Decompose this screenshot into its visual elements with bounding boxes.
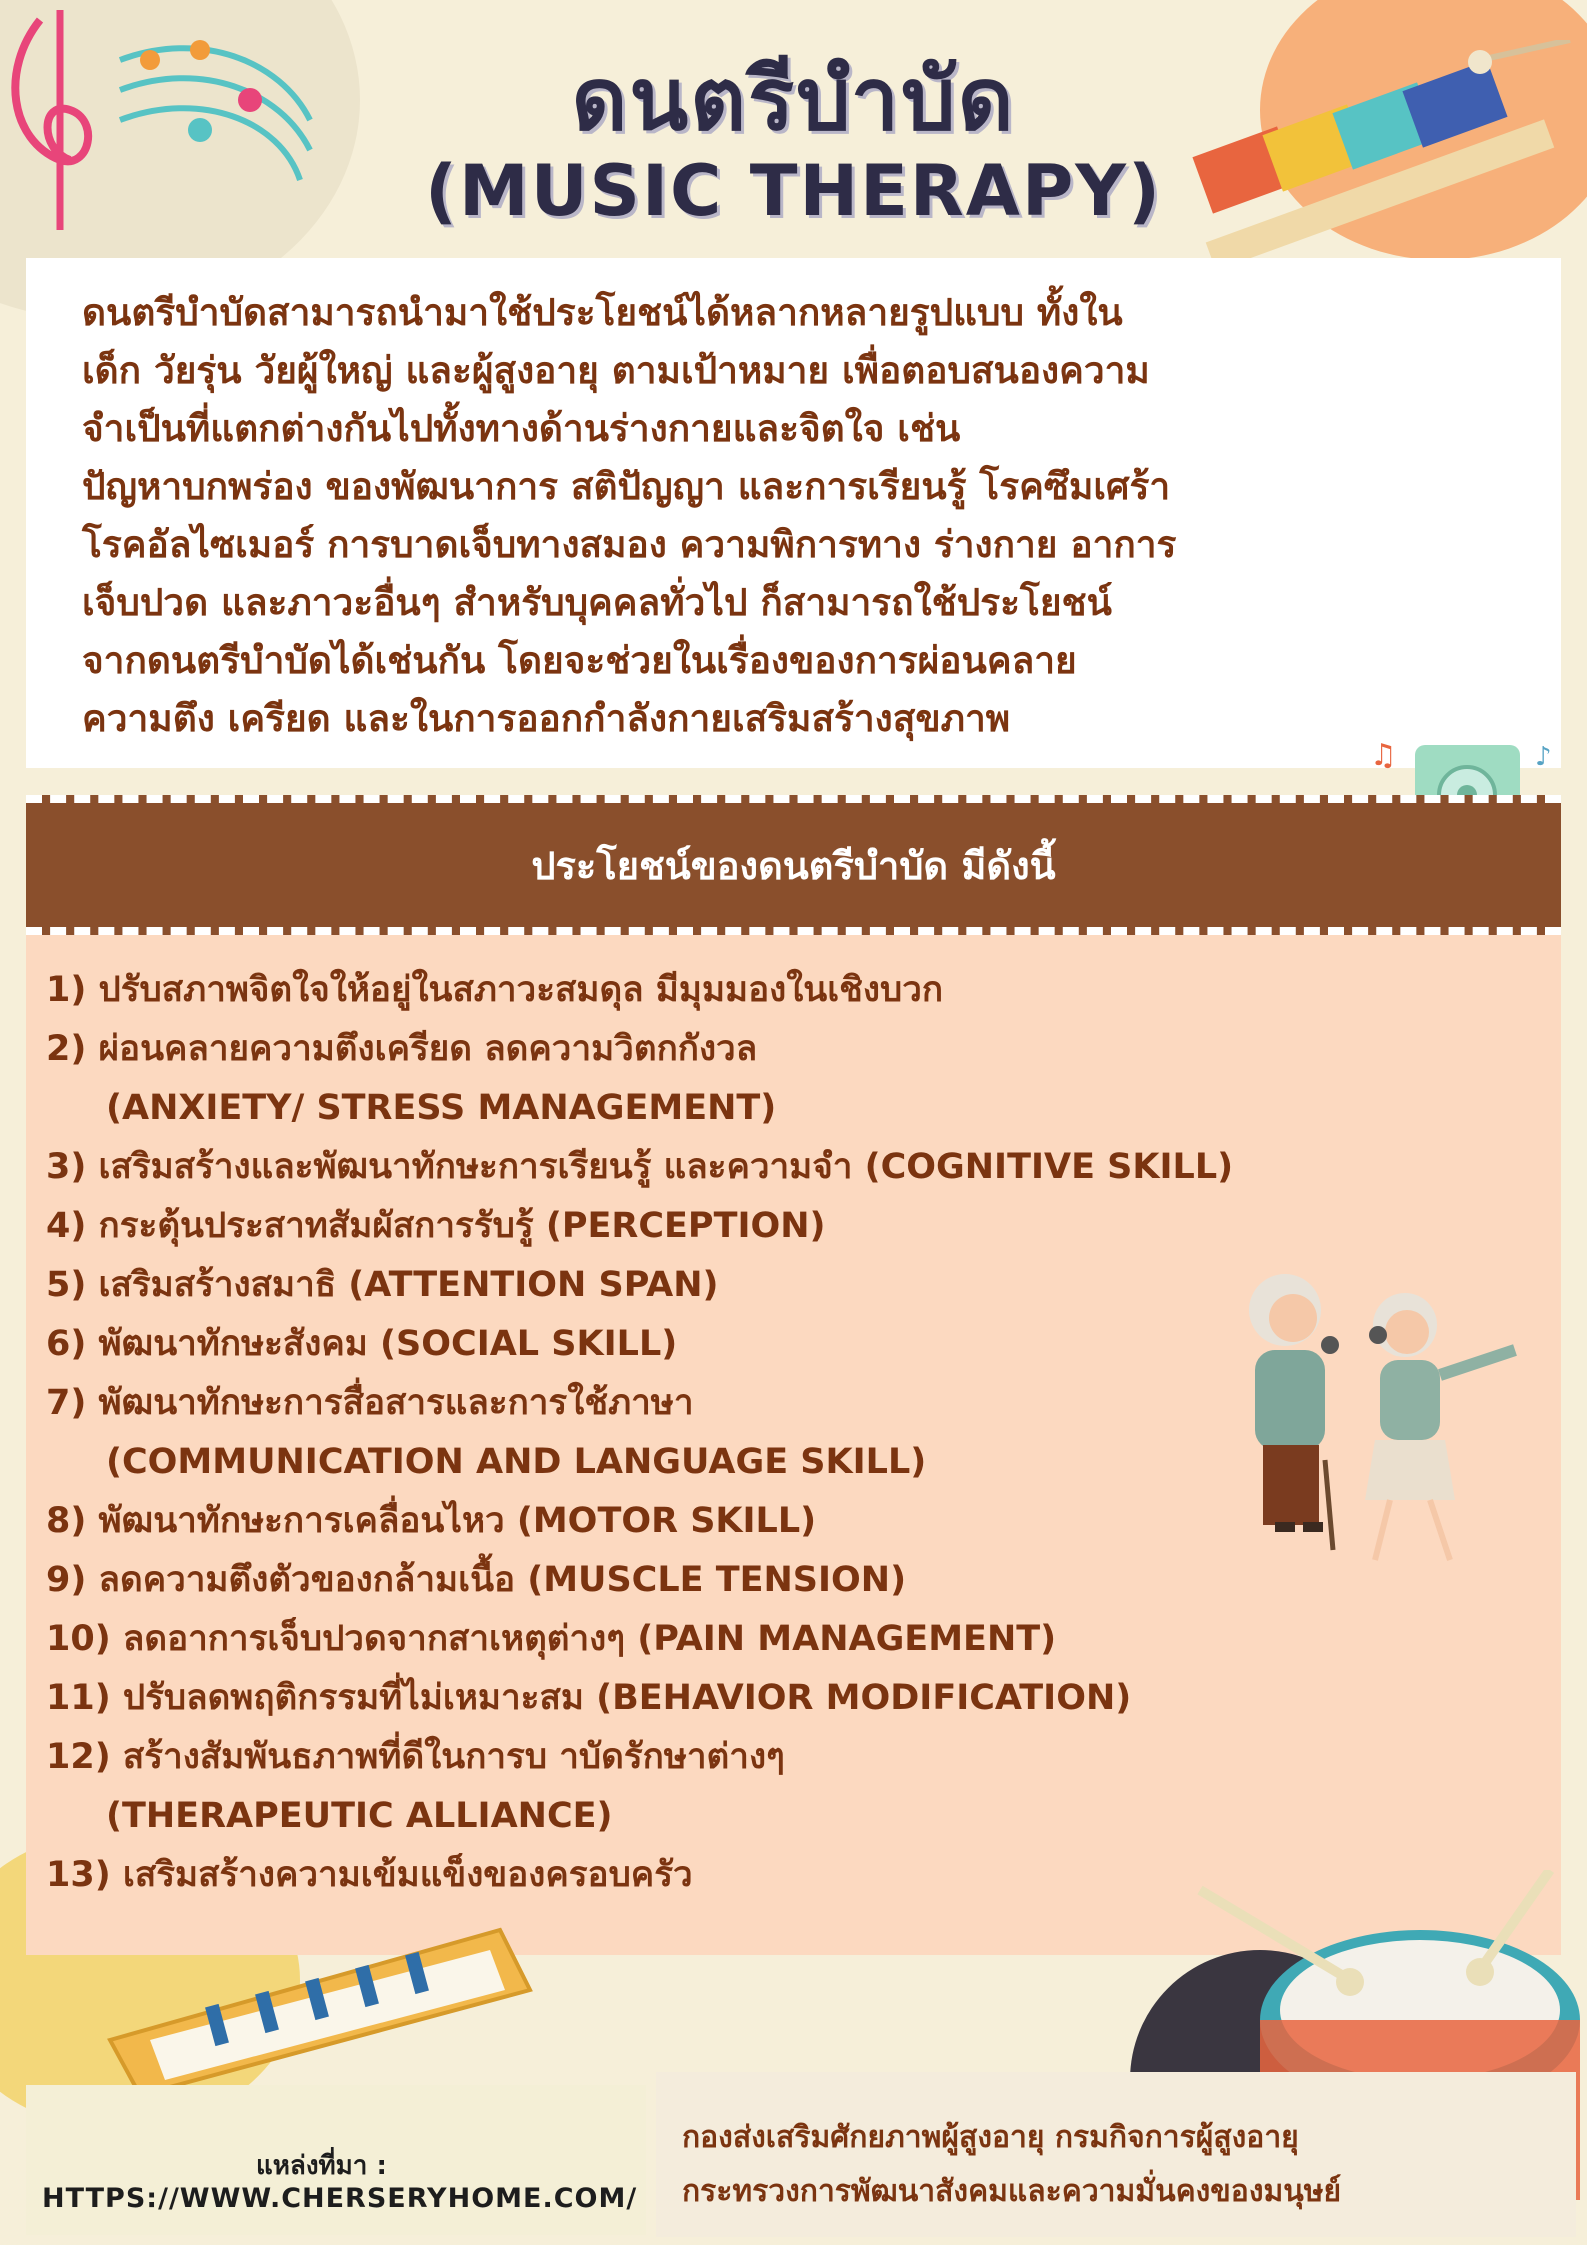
list-item: 1) ปรับสภาพจิตใจให้อยู่ในสภาวะสมดุล มีมุมมองในเชิงบวก — [46, 970, 944, 1010]
intro-text: ดนตรีบำบัดสามารถนำมาใช้ประโยชน์ได้หลากหลายรูปแบบ ทั้งใน เด็ก วัยรุ่น วัยผู้ใหญ่ และผู้สูงอายุ ตามเป้าหมาย เพื่อตอบสนองความ จำเป็นที่แตกต่างกันไปทั้งทางด้านร่างกายและจิตใจ เช่น ปัญหาบกพร่อง ของพัฒนาการ สติปัญญา และการเรียนรู้ โรคซึมเศร้า โรคอัลไซเมอร์ การบาดเจ็บทางสมอง ความพิการทาง ร่างกาย อาการ เจ็บปวด และภาวะอื่นๆ สำหรับบุคคลทั่วไป ก็สามารถใช้ประโยชน์ จากดนตรีบำบัดได้เช่นกัน โดยจะช่วยในเรื่องของการผ่อนคลาย ความตึง เครียด และในการออกกำลังกายเสริมสร้างสุขภาพ — [82, 291, 1177, 740]
intro-panel — [26, 258, 1561, 768]
list-item: 3) เสริมสร้างและพัฒนาทักษะการเรียนรู้ และความจำ (COGNITIVE SKILL) — [46, 1147, 1234, 1187]
list-item: 11) ปรับลดพฤติกรรมที่ไม่เหมาะสม (BEHAVIOR MODIFICATION) — [46, 1678, 1132, 1718]
list-item: 2) ผ่อนคลายความตึงเครียด ลดความวิตกกังวล (ANXIETY/ STRESS MANAGEMENT) — [46, 1029, 777, 1128]
page-title-thai: ดนตรีบำบัด — [571, 50, 1016, 150]
list-item: 8) พัฒนาทักษะการเคลื่อนไหว (MOTOR SKILL) — [46, 1501, 817, 1541]
list-item: 5) เสริมสร้างสมาธิ (ATTENTION SPAN) — [46, 1265, 719, 1305]
list-item: 10) ลดอาการเจ็บปวดจากสาเหตุต่างๆ (PAIN MANAGEMENT) — [46, 1619, 1057, 1659]
benefits-heading-bar — [26, 795, 1561, 935]
source-url: HTTPS://WWW.CHERSERYHOME.COM/ — [42, 2183, 638, 2214]
svg-text:♫: ♫ — [1370, 738, 1397, 773]
agency-line-2: กระทรวงการพัฒนาสังคมและความมั่นคงของมนุษย์ — [682, 2174, 1342, 2209]
agency-box — [656, 2072, 1576, 2237]
list-item: 4) กระตุ้นประสาทสัมผัสการรับรู้ (PERCEPTION) — [46, 1206, 826, 1246]
source-box — [26, 2085, 646, 2235]
list-item: 9) ลดความตึงตัวของกล้ามเนื้อ (MUSCLE TENSION) — [46, 1560, 907, 1600]
source-label: แหล่งที่มา : — [256, 2151, 387, 2181]
benefits-heading: ประโยชน์ของดนตรีบำบัด มีดังนี้ — [531, 843, 1056, 888]
list-item: 12) สร้างสัมพันธภาพที่ดีในการบ าบัดรักษาต่างๆ (THERAPEUTIC ALLIANCE) — [46, 1737, 785, 1836]
agency-line-1: กองส่งเสริมศักยภาพผู้สูงอายุ กรมกิจการผู้สูงอายุ — [682, 2120, 1299, 2155]
page-title-english: (MUSIC THERAPY) — [425, 150, 1162, 232]
list-item: 7) พัฒนาทักษะการสื่อสารและการใช้ภาษา (COMMUNICATION AND LANGUAGE SKILL) — [46, 1383, 927, 1482]
toy-keyboard-icon — [100, 1910, 540, 2100]
svg-text:♪: ♪ — [1535, 742, 1552, 772]
list-item: 13) เสริมสร้างความเข้มแข็งของครอบครัว — [46, 1855, 693, 1895]
elderly-singers-illustration — [1215, 1260, 1555, 1580]
list-item: 6) พัฒนาทักษะสังคม (SOCIAL SKILL) — [46, 1324, 678, 1364]
